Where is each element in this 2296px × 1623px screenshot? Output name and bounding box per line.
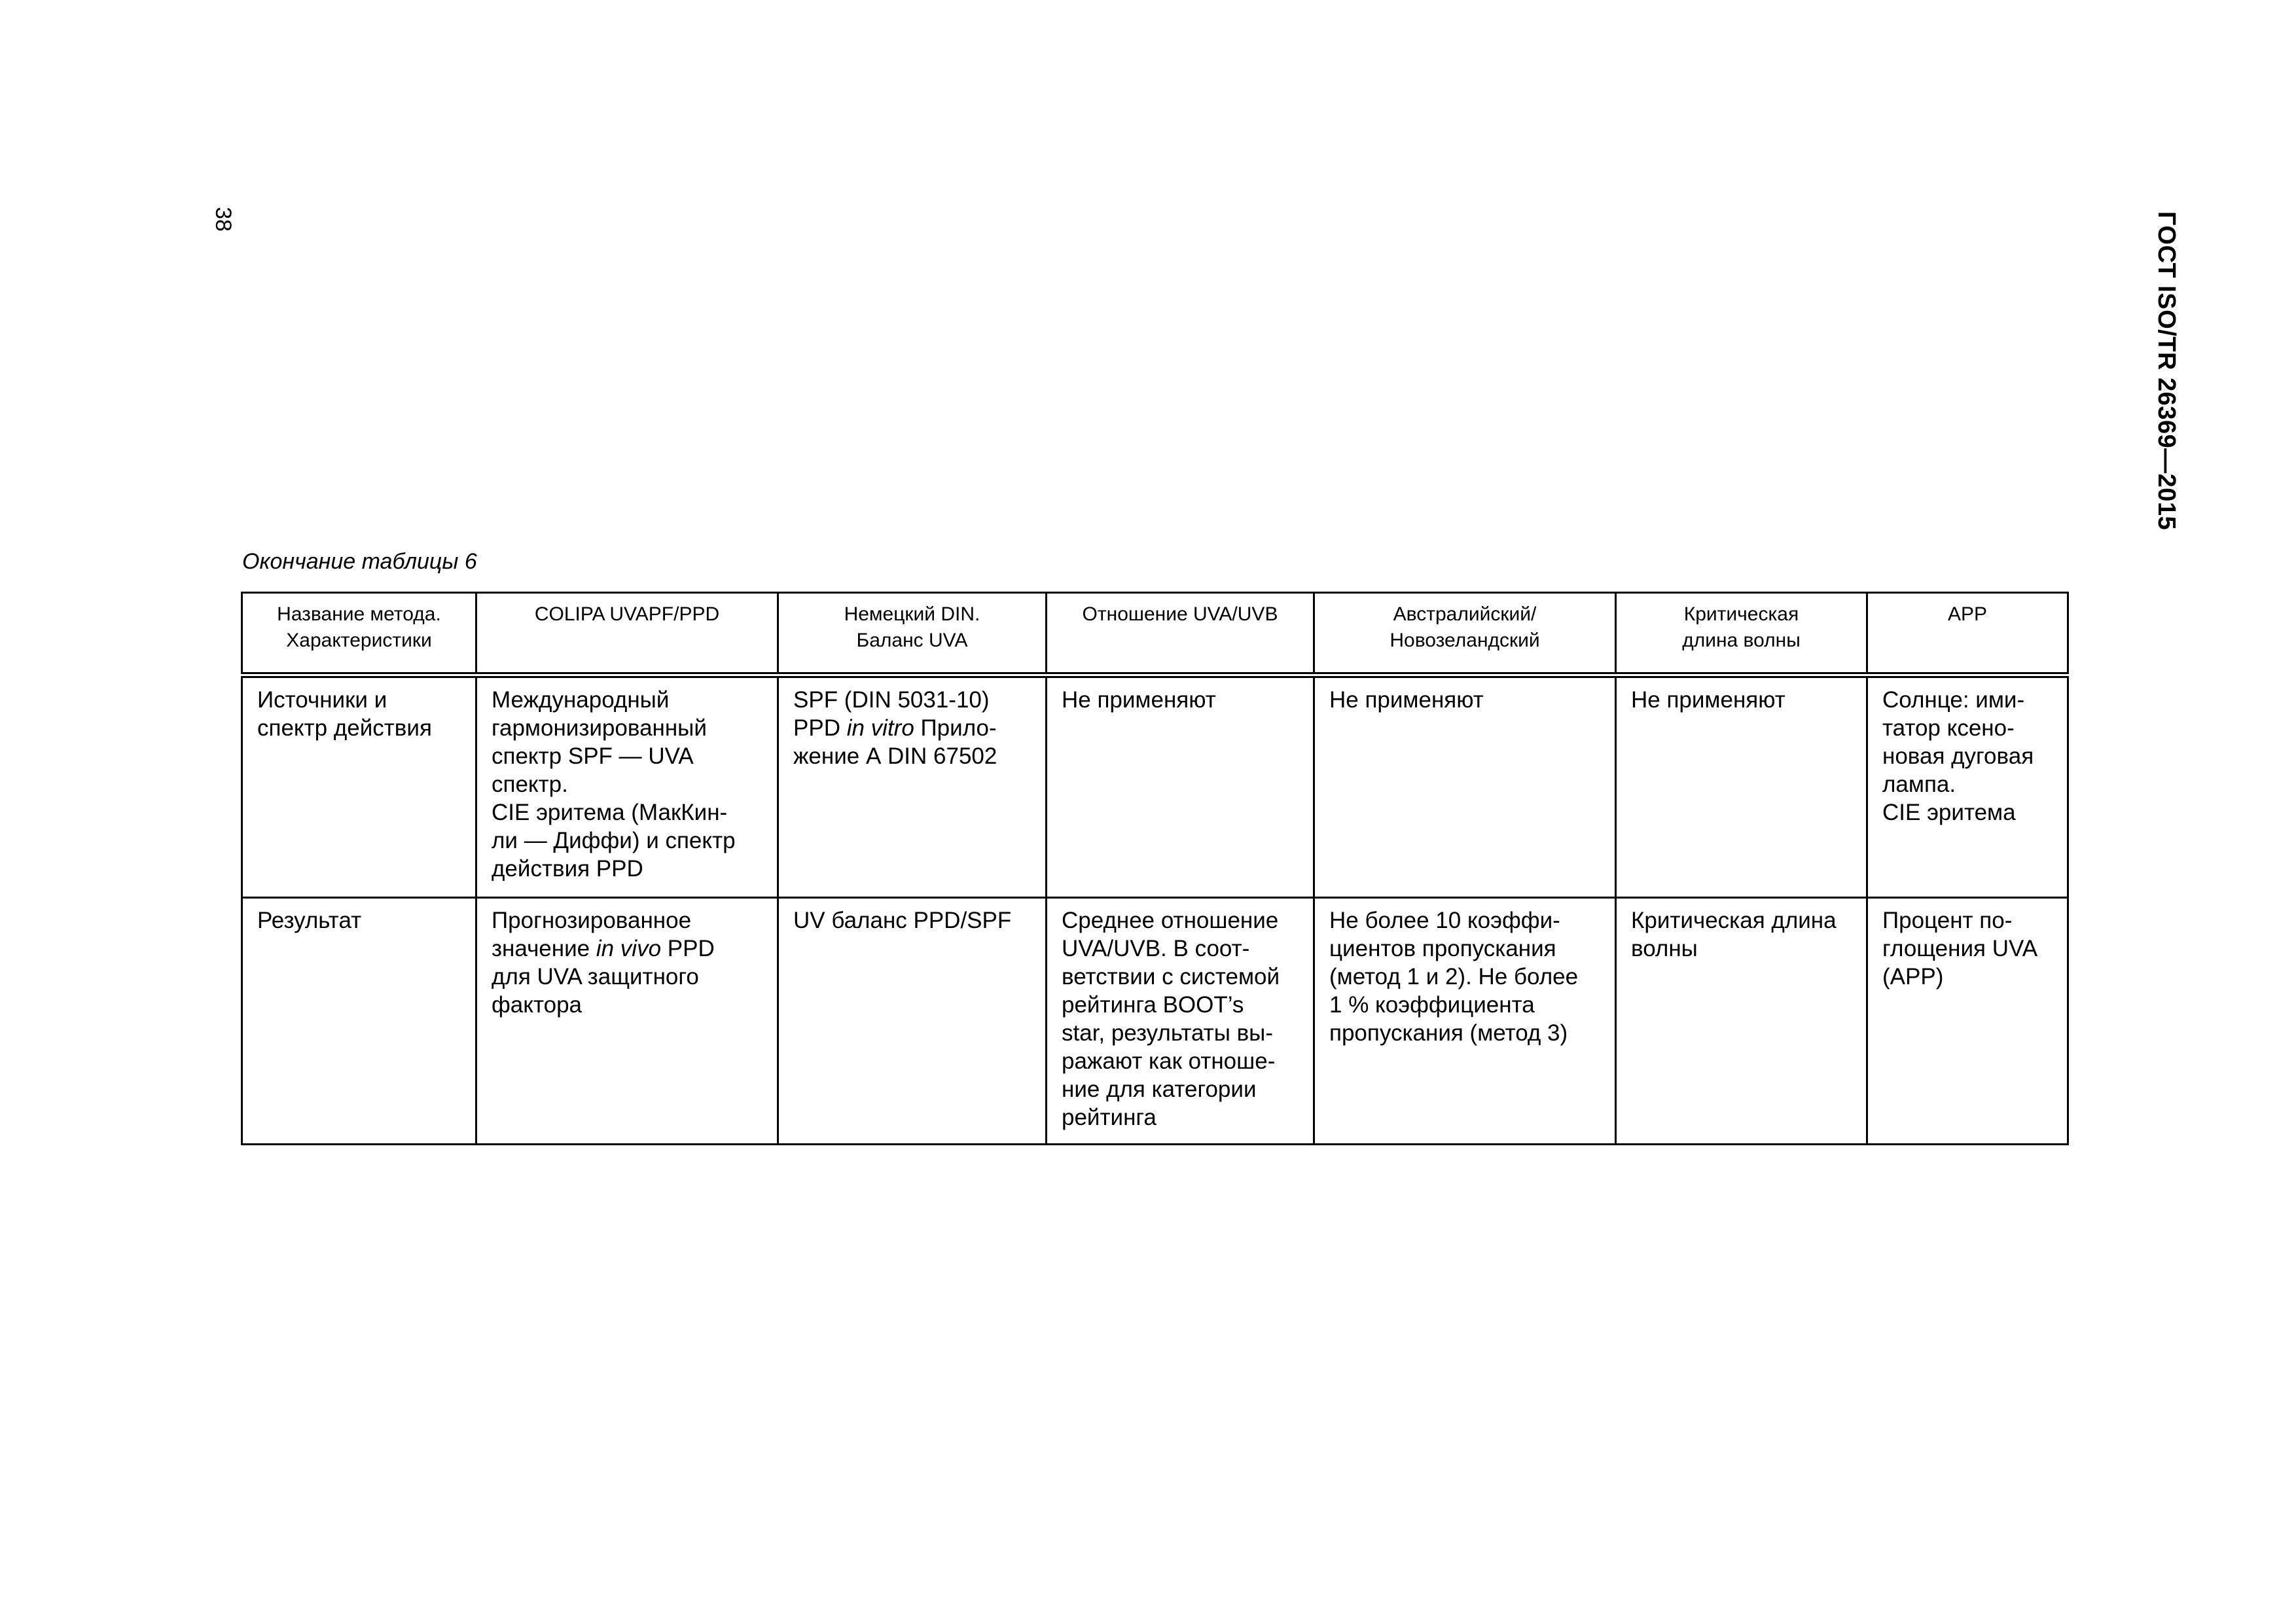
header-method-name: Название метода. Характеристики (242, 593, 476, 675)
table-cell: Критическая длина волны (1616, 898, 1867, 1145)
table-cell: Прогнозированное значение in vivo PPD для UVA защитного фактора (476, 898, 778, 1145)
table-cell: Среднее отношение UVA/UVB. В соот- ветствии с системой рейтинга BOOT’s star, результаты вы- ражают как отноше- ние для категории рейтинга (1047, 898, 1314, 1145)
header-german-din: Немецкий DIN. Баланс UVA (778, 593, 1047, 675)
document-code (2121, 187, 2212, 554)
table-container (241, 592, 2067, 1136)
table-caption: Окончание таблицы 6 (242, 549, 477, 574)
table-cell: Не применяют (1047, 675, 1314, 898)
table-row-result (242, 898, 2068, 1145)
page-number: 38 (210, 207, 236, 232)
table-cell: Не применяют (1616, 675, 1867, 898)
table-cell: Не применяют (1314, 675, 1616, 898)
header-app: APP (1867, 593, 2068, 675)
header-row (242, 593, 2068, 675)
table-row-sources (242, 675, 2068, 898)
header-australian-nz: Австралийский/ Новозеландский (1314, 593, 1616, 675)
table-cell: Результат (242, 898, 476, 1145)
table-cell: UV баланс PPD/SPF (778, 898, 1047, 1145)
methods-table (241, 592, 2069, 1145)
table-cell: Международный гармонизированный спектр SPF — UVA спектр. CIE эритема (МакКин- ли — Диффи) и спектр действия PPD (476, 675, 778, 898)
table-cell: Не более 10 коэффи- циентов пропускания (метод 1 и 2). Не более 1 % коэффициента пропускания (метод 3) (1314, 898, 1616, 1145)
header-uva-uvb-ratio: Отношение UVA/UVB (1047, 593, 1314, 675)
header-colipa: COLIPA UVAPF/PPD (476, 593, 778, 675)
document-code-text: ГОСТ ISO/TR 26369—2015 (2153, 211, 2181, 530)
table-cell: Источники и спектр действия (242, 675, 476, 898)
header-critical-wavelength: Критическая длина волны (1616, 593, 1867, 675)
table-cell: Солнце: ими- татор ксено- новая дуговая лампа. CIE эритема (1867, 675, 2068, 898)
table-cell: Процент по- глощения UVA (APP) (1867, 898, 2068, 1145)
table-cell: SPF (DIN 5031-10) PPD in vitro Прило- жение А DIN 67502 (778, 675, 1047, 898)
